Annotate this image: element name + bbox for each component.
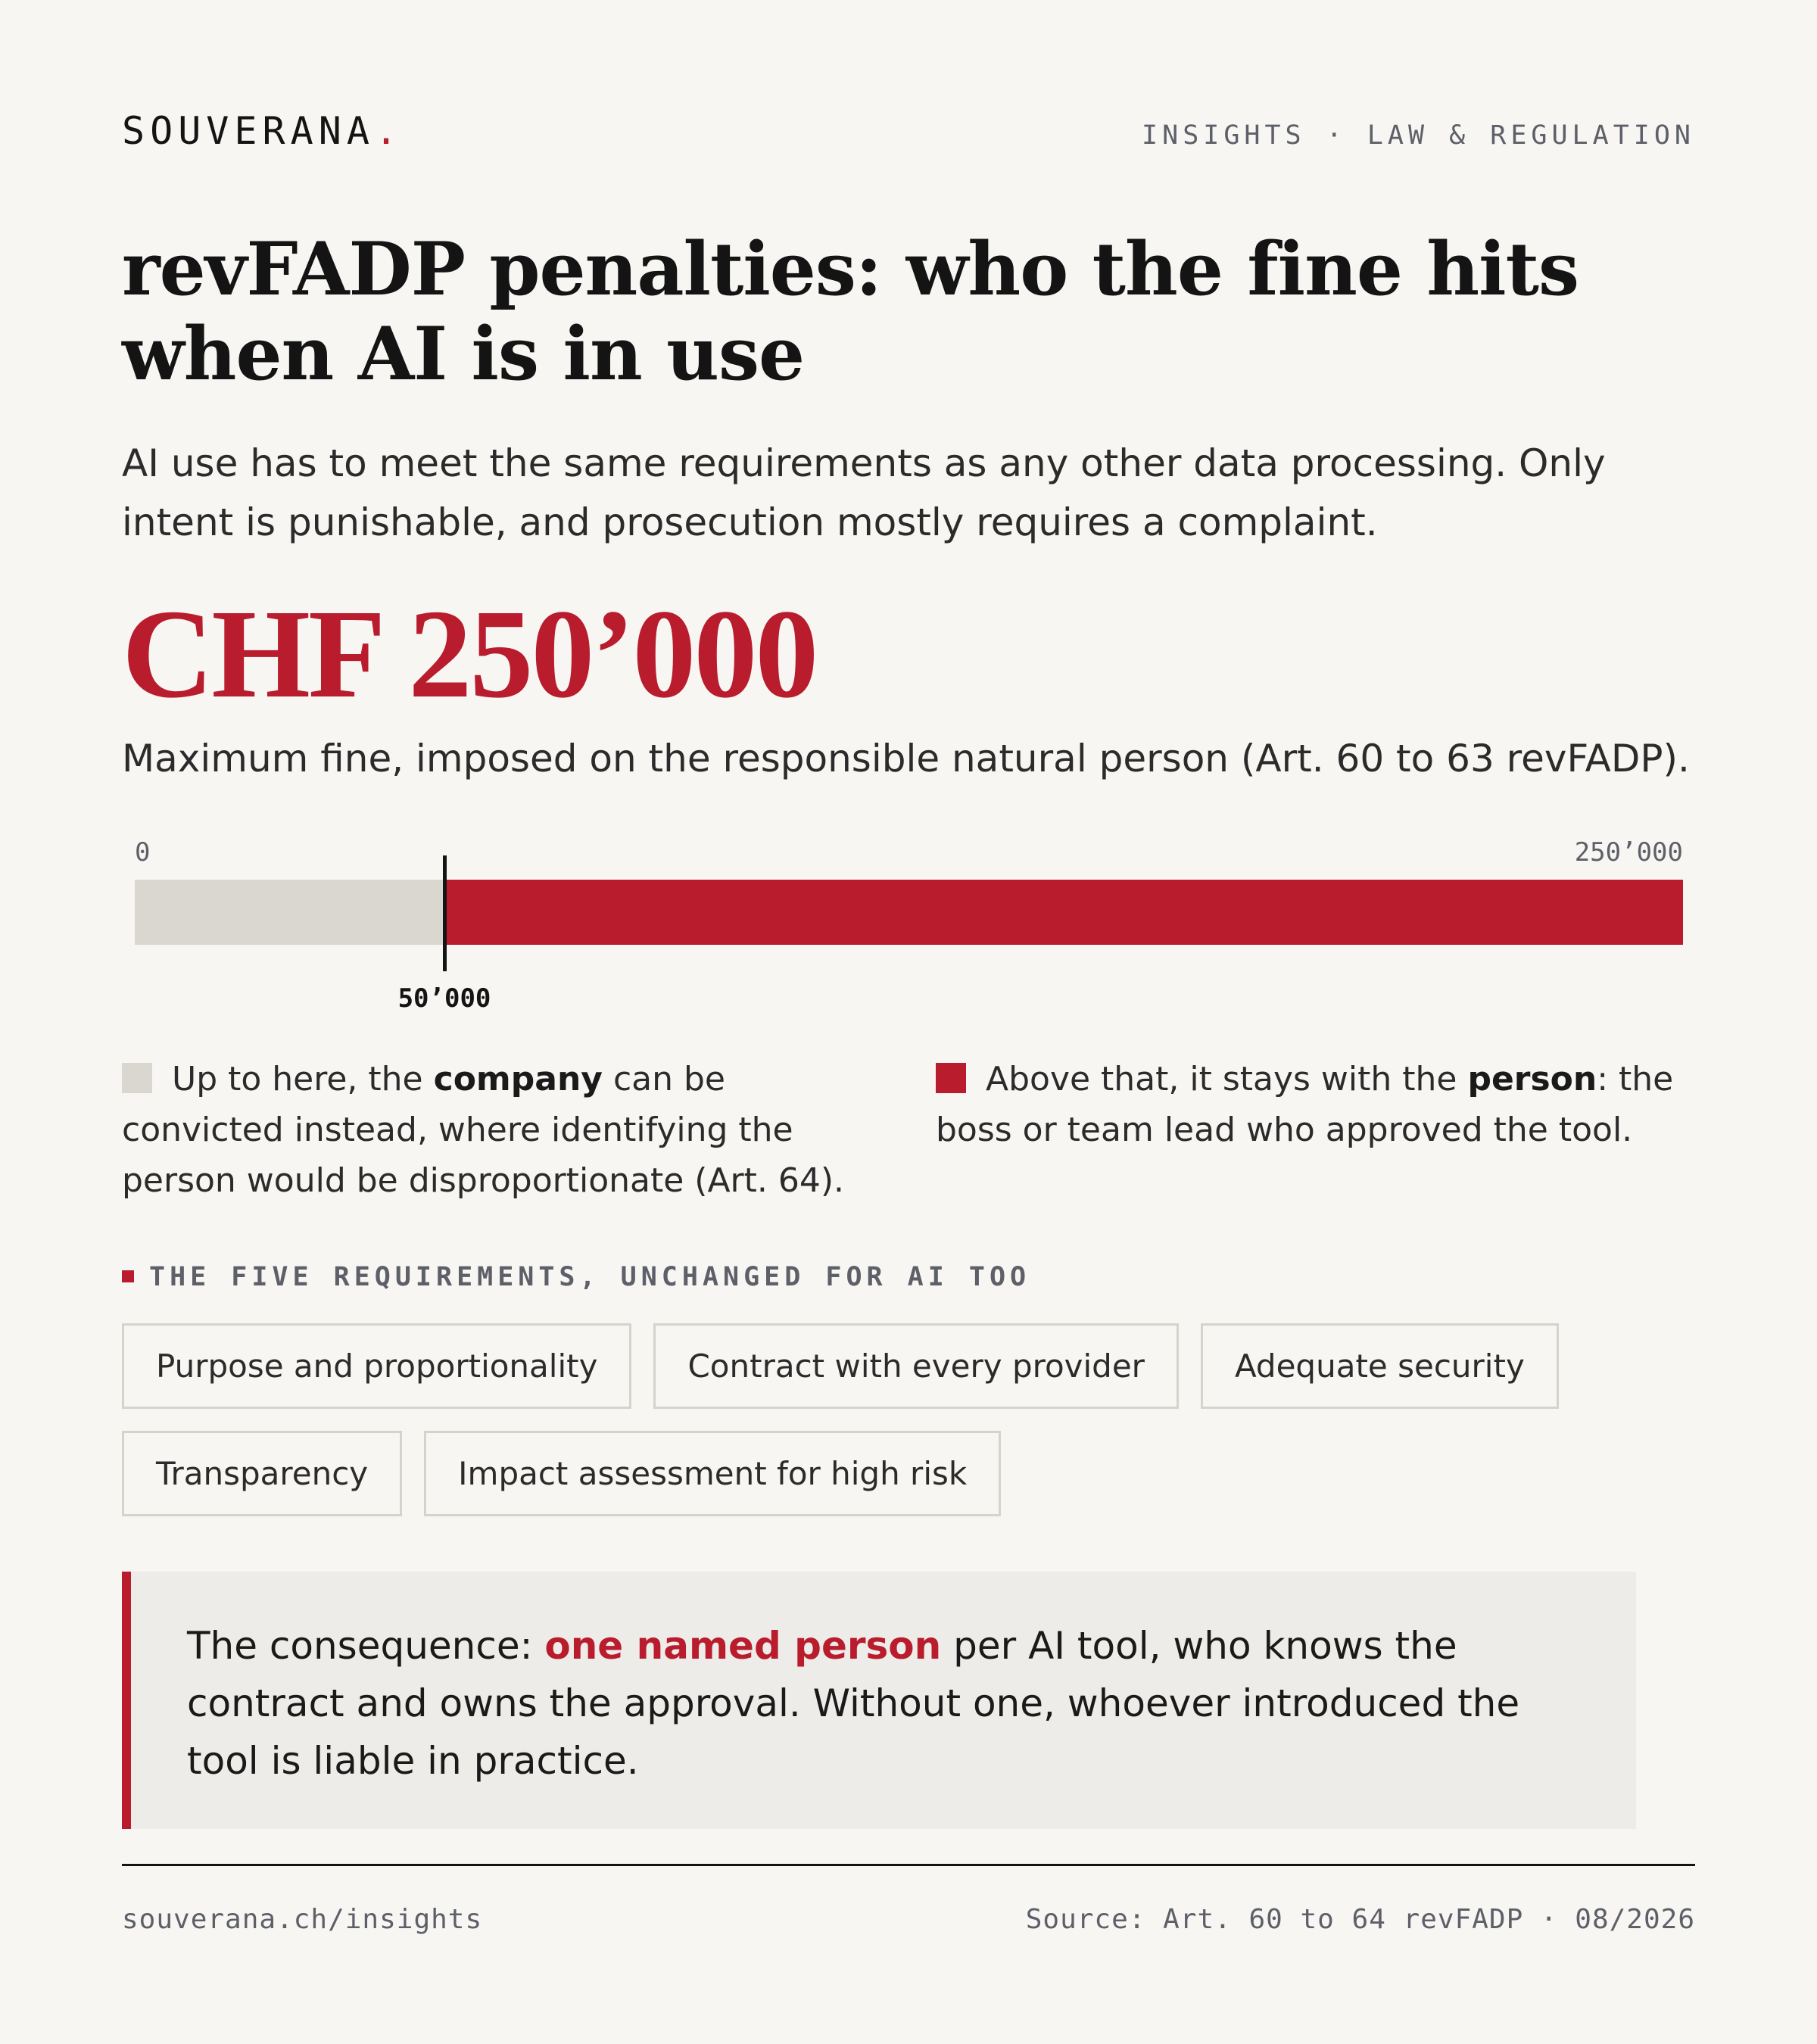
requirement-chip: Impact assessment for high risk — [424, 1431, 1001, 1516]
legend-swatch-company — [122, 1063, 152, 1093]
logo-dot: . — [374, 109, 404, 153]
threshold-label: 50’000 — [397, 983, 491, 1014]
requirement-chip: Contract with every provider — [653, 1323, 1178, 1409]
footer-source: Source: Art. 60 to 64 revFADP · 08/2026 — [1025, 1904, 1695, 1935]
requirements-list — [122, 1323, 1695, 1516]
max-fine-value: CHF 250’000 — [122, 584, 817, 724]
footer-divider — [122, 1864, 1695, 1866]
brand-logo[interactable] — [122, 109, 404, 153]
legend-company — [122, 1054, 887, 1206]
legend-company-text-before: Up to here, the — [172, 1060, 434, 1098]
callout-text-after: per AI tool, who knows the contract and owns the approval. Without one, whoever introduced the tool is liable in practice. — [187, 1624, 1520, 1783]
fine-range-bar — [135, 833, 1683, 1014]
legend-person-bold: person — [1467, 1060, 1597, 1098]
page-subtitle: AI use has to meet the same requirements as any other data processing. Only intent is punishable, and prosecution mostly requires a complaint. — [122, 441, 1606, 544]
legend-person — [936, 1054, 1695, 1155]
requirement-chip: Adequate security — [1201, 1323, 1559, 1409]
footer-link[interactable]: souverana.ch/insights — [122, 1904, 483, 1935]
legend-company-bold: company — [433, 1060, 603, 1098]
callout-text-before: The consequence: — [187, 1624, 545, 1668]
bar-min-label: 0 — [135, 837, 151, 868]
requirement-chip: Transparency — [122, 1431, 402, 1516]
infographic — [122, 0, 1695, 2044]
threshold-marker — [443, 855, 447, 971]
page-title: revFADP penalties: who the fine hits when AI is in use — [122, 226, 1579, 397]
legend-company-text-after: can be convicted instead, where identifying the person would be disproportionate (Art. 64). — [122, 1060, 844, 1200]
bar-max-label: 250’000 — [1574, 837, 1683, 868]
legend-person-text-before: Above that, it stays with the — [986, 1060, 1468, 1098]
bar-person-segment — [135, 880, 1683, 945]
bar-company-segment — [135, 880, 444, 945]
max-fine-caption: Maximum fine, imposed on the responsible natural person (Art. 60 to 63 revFADP). — [122, 737, 1690, 781]
requirements-heading-text: THE FIVE REQUIREMENTS, UNCHANGED FOR AI TOO — [149, 1262, 1031, 1292]
requirement-chip: Purpose and proportionality — [122, 1323, 631, 1409]
consequence-callout — [122, 1572, 1636, 1829]
heading-square-icon — [122, 1270, 134, 1282]
legend-swatch-person — [936, 1063, 966, 1093]
section-label[interactable]: INSIGHTS · LAW & REGULATION — [1142, 120, 1695, 151]
requirements-heading — [122, 1264, 1030, 1291]
callout-highlight: one named person — [544, 1624, 942, 1668]
legend-person-text-after: : the boss or team lead who approved the tool. — [936, 1060, 1674, 1149]
logo-text: SOUVERANA — [122, 109, 375, 153]
